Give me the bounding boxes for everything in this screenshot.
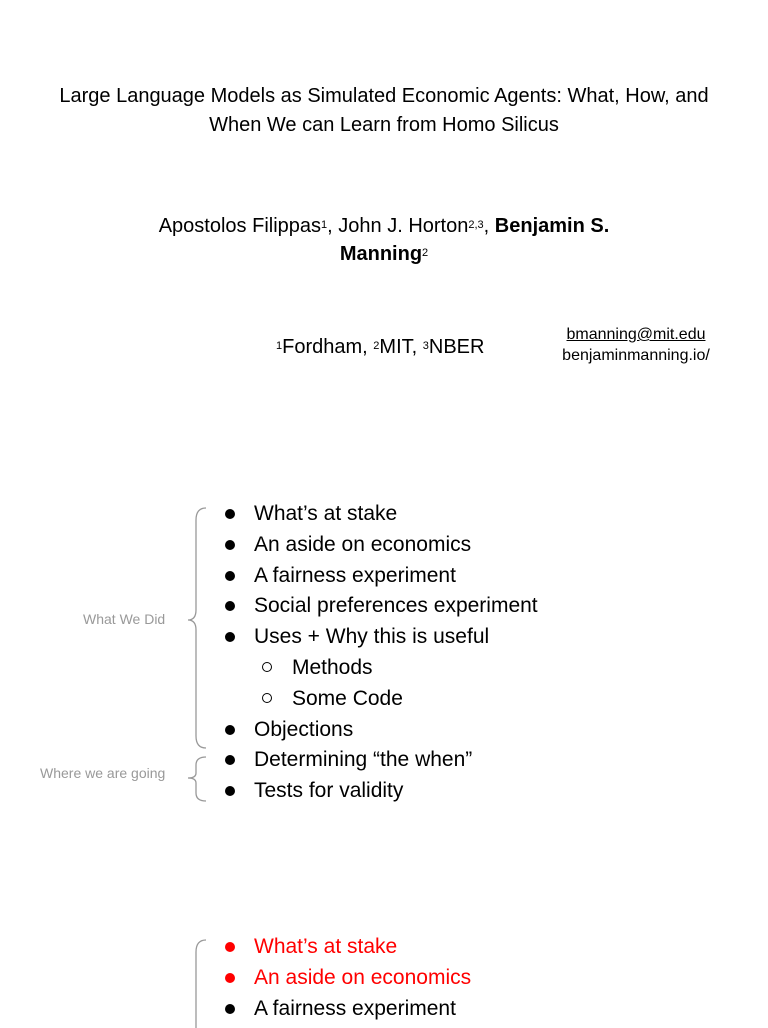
email-link[interactable]: bmanning@mit.edu	[566, 326, 706, 343]
list-item	[222, 994, 471, 1025]
bullet-icon	[225, 755, 235, 765]
hollow-bullet-icon	[262, 693, 272, 703]
label-where-we-are-going: Where we are going	[40, 765, 166, 781]
brace-what-we-did-icon	[184, 506, 210, 750]
author-name-bold-cont: Manning	[339, 243, 423, 265]
author-name-bold: Benjamin S.	[494, 215, 610, 237]
hollow-bullet-icon	[262, 662, 272, 672]
list-item	[222, 530, 538, 561]
author-name: Apostolos Filippas	[158, 215, 322, 237]
title-line-2: When We can Learn from Homo Silicus	[209, 114, 559, 136]
bullet-icon	[225, 786, 235, 796]
brace-second-outline-icon	[184, 938, 210, 1028]
list-item-label: Objections	[254, 717, 354, 741]
author-affil-sup: 2,3	[468, 219, 484, 231]
bullet-icon	[225, 632, 235, 642]
bullet-icon	[225, 571, 235, 581]
list-item	[222, 745, 538, 776]
list-item	[222, 591, 538, 622]
list-item-label: A fairness experiment	[254, 563, 456, 587]
list-item-highlighted	[222, 963, 471, 994]
sub-list-item	[222, 653, 538, 684]
author-affil-sup: 2	[422, 247, 429, 259]
list-item-label: Determining “the when”	[254, 748, 473, 772]
author-name: John J. Horton	[338, 215, 469, 237]
author-affil-sup: 1	[321, 219, 328, 231]
bullet-icon	[225, 509, 235, 519]
affiliations: $^1$Fordham, $^2$MIT, $^3$NBER	[276, 336, 485, 358]
outline-list-2	[222, 932, 471, 1024]
list-item-highlighted	[222, 932, 471, 963]
outline-list	[222, 499, 538, 807]
list-item	[222, 776, 538, 807]
list-item-label: Uses + Why this is useful	[254, 625, 490, 649]
bullet-icon	[225, 601, 235, 611]
list-item-label: A fairness experiment	[254, 996, 456, 1020]
list-item	[222, 622, 538, 653]
list-item	[222, 715, 538, 746]
label-what-we-did: What We Did	[83, 611, 166, 627]
list-item	[222, 561, 538, 592]
author-list: Apostolos Filippas$^1$, John J. Horton$^{2,3}$, Benjamin S. Manning$^2$	[158, 215, 610, 265]
affil-name: Fordham	[282, 336, 363, 358]
bullet-icon	[225, 1004, 235, 1014]
affil-sup: 2	[373, 340, 380, 352]
list-item	[222, 499, 538, 530]
sub-list-item	[222, 684, 538, 715]
bullet-icon	[225, 942, 235, 952]
email-line	[556, 325, 716, 345]
paper-title	[20, 82, 748, 140]
affil-name: NBER	[428, 336, 485, 358]
bullet-icon	[225, 540, 235, 550]
affil-name: MIT	[379, 336, 412, 358]
website-text: benjaminmanning.io/	[562, 347, 710, 364]
bullet-icon	[225, 973, 235, 983]
title-line-1: Large Language Models as Simulated Economic Agents: What, How, and	[59, 85, 709, 107]
list-item-label: Some Code	[292, 686, 403, 710]
brace-where-going-icon	[184, 755, 210, 803]
list-item-label: What’s at stake	[254, 935, 398, 958]
list-item-label: Social preferences experiment	[254, 594, 538, 618]
list-item-label: Methods	[292, 655, 373, 679]
list-item-label: Tests for validity	[254, 779, 404, 803]
affil-sup: 3	[422, 340, 429, 352]
list-item-label: What’s at stake	[254, 502, 398, 525]
bullet-icon	[225, 725, 235, 735]
affil-sup: 1	[276, 340, 283, 352]
list-item-label: An aside on economics	[254, 965, 472, 989]
list-item-label: An aside on economics	[254, 532, 472, 556]
